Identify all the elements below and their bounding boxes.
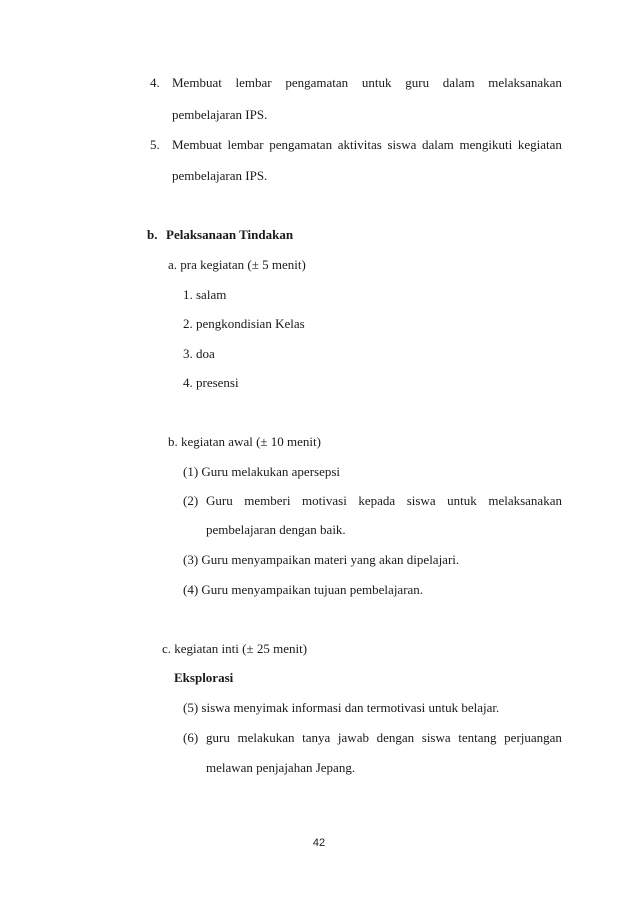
- subsection-heading: b. kegiatan awal (± 10 menit): [168, 434, 321, 449]
- justified-line: [172, 137, 562, 153]
- word: guru: [405, 75, 430, 90]
- word: jawab: [337, 730, 369, 745]
- word: lembar: [227, 137, 264, 152]
- word: perjuangan: [504, 730, 562, 745]
- continuation-line: melawan penjajahan Jepang.: [206, 760, 356, 775]
- word: kepada: [358, 493, 396, 508]
- continuation-line: pembelajaran IPS.: [172, 168, 268, 183]
- subsection-heading: c. kegiatan inti (± 25 menit): [162, 641, 308, 656]
- list-item: 4. presensi: [183, 375, 239, 390]
- word: dalam: [442, 75, 475, 90]
- continuation-line: pembelajaran IPS.: [172, 107, 268, 122]
- word: siswa: [387, 137, 417, 152]
- word: tentang: [458, 730, 497, 745]
- word: Membuat: [172, 137, 222, 152]
- word: kegiatan: [517, 137, 562, 152]
- word: dengan: [376, 730, 415, 745]
- word: aktivitas: [337, 137, 382, 152]
- list-item: (5) siswa menyimak informasi dan termotivasi untuk belajar.: [183, 700, 500, 715]
- word: dalam: [422, 137, 454, 152]
- continuation-line: pembelajaran dengan baik.: [206, 522, 346, 537]
- justified-line: [206, 493, 562, 509]
- word: mengikuti: [459, 137, 513, 152]
- word: tanya: [302, 730, 331, 745]
- subsection-heading: a. pra kegiatan (± 5 menit): [168, 257, 306, 272]
- word: guru: [206, 730, 230, 745]
- word: Guru: [206, 493, 233, 508]
- word: Membuat: [172, 75, 222, 90]
- list-item: (3) Guru menyampaikan materi yang akan dipelajari.: [183, 552, 460, 567]
- list-number: (6): [183, 730, 199, 745]
- word: pengamatan: [269, 137, 333, 152]
- list-number: 4.: [150, 75, 160, 90]
- word: melaksanakan: [488, 75, 562, 90]
- justified-line: [206, 730, 562, 746]
- list-number: (2): [183, 493, 199, 508]
- word: pengamatan: [285, 75, 349, 90]
- section-marker: b.: [147, 227, 158, 242]
- list-item: (1) Guru melakukan apersepsi: [183, 464, 341, 479]
- page-number: 42: [312, 837, 326, 849]
- word: untuk: [361, 75, 392, 90]
- list-item: 1. salam: [183, 287, 227, 302]
- section-title: Pelaksanaan Tindakan: [166, 227, 294, 242]
- list-item: (4) Guru menyampaikan tujuan pembelajaran.: [183, 582, 424, 597]
- word: memberi: [244, 493, 291, 508]
- list-number: 5.: [150, 137, 160, 152]
- word: motivasi: [302, 493, 347, 508]
- word: lembar: [235, 75, 272, 90]
- word: melakukan: [237, 730, 295, 745]
- list-item: 2. pengkondisian Kelas: [183, 316, 305, 331]
- word: siswa: [406, 493, 436, 508]
- word: untuk: [447, 493, 477, 508]
- subheading-eksplorasi: Eksplorasi: [174, 670, 234, 685]
- word: melaksanakan: [488, 493, 562, 508]
- list-item: 3. doa: [183, 346, 215, 361]
- justified-line: [172, 75, 562, 91]
- word: siswa: [421, 730, 451, 745]
